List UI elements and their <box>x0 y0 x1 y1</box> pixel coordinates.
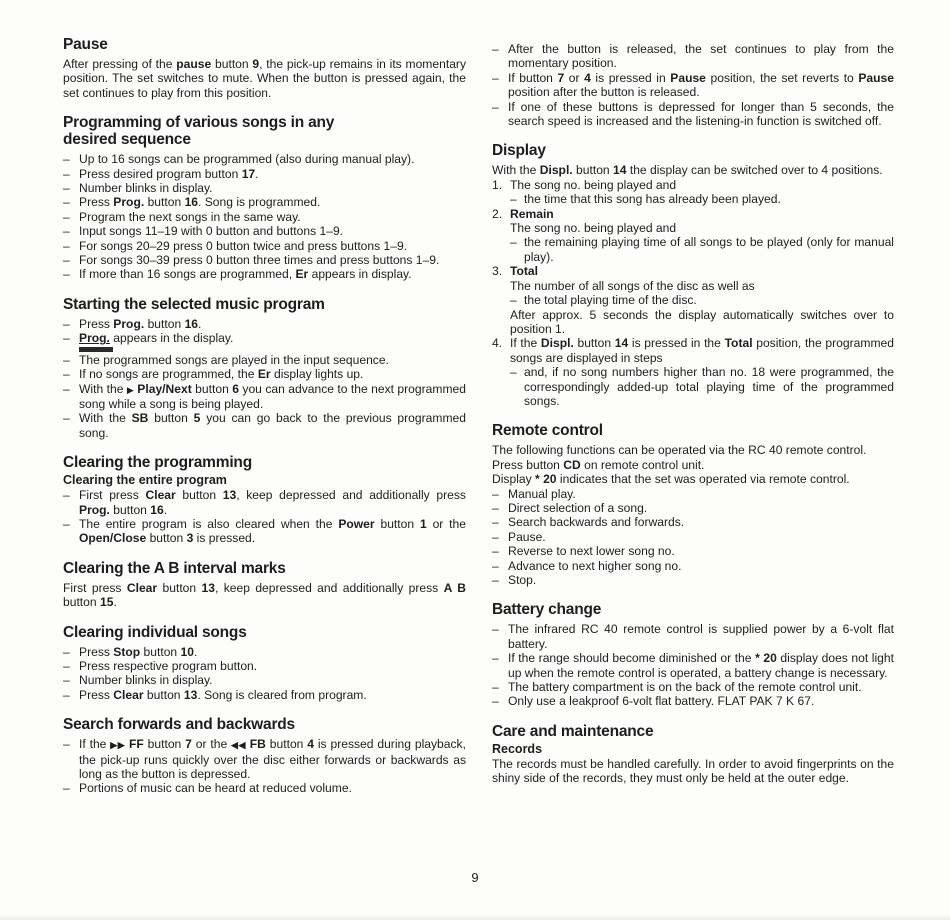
search-list <box>63 737 466 796</box>
list-item: – If the range should become diminished or the * 20 display does not light up when the remote control is operated, a battery change is necessary. <box>492 651 894 680</box>
list-item: – The battery compartment is on the back of the remote control unit. <box>492 680 894 694</box>
heading-programming: Programming of various songs in any desired sequence <box>63 114 335 149</box>
play-icon: ▶ <box>126 384 134 395</box>
section-programming <box>63 114 466 282</box>
section-starting <box>63 296 466 440</box>
remote-p2: Press button CD on remote control unit. <box>492 457 705 472</box>
pause-text: After pressing of the pause button 9, the pick-up remains in its momentary position. The set switches to mute. When the button is pressed again, the set continues to play from this position. <box>63 57 466 100</box>
list-item: 3. Total The number of all songs of the disc as well as – the total playing time of the disc. After approx. 5 seconds the display automatically switches over to position 1. <box>492 264 894 336</box>
programming-list <box>63 152 466 282</box>
section-remote <box>492 422 894 587</box>
list-item: – Press Prog. button 16. <box>63 317 466 331</box>
heading-clearing: Clearing the programming <box>63 454 252 472</box>
list-item: – Advance to next higher song no. <box>492 559 894 573</box>
list-item: 1. The song no. being played and – the time that this song has already been played. <box>492 178 894 207</box>
starting-list <box>63 317 466 440</box>
list-item: – Press Prog. button 16. Song is programmed. <box>63 195 466 209</box>
display-list <box>492 178 894 409</box>
list-item: – Up to 16 songs can be programmed (also during manual play). <box>63 152 466 166</box>
remote-p3: Display * 20 indicates that the set was operated via remote control. <box>492 472 850 487</box>
list-item: – Direct selection of a song. <box>492 501 894 515</box>
list-item: – With the SB button 5 you can go back to the previous programmed song. <box>63 411 466 440</box>
heading-search: Search forwards and backwards <box>63 716 295 734</box>
list-item: – First press Clear button 13, keep depressed and additionally press Prog. button 16. <box>63 488 466 517</box>
display-intro: With the Displ. button 14 the display can be switched over to 4 positions. <box>492 163 883 178</box>
section-search <box>63 716 466 796</box>
remote-list <box>492 487 894 588</box>
left-column <box>63 36 466 810</box>
list-item: – If button 7 or 4 is pressed in Pause position, the set reverts to Pause position after the button is released. <box>492 71 894 100</box>
section-clearing <box>63 454 466 546</box>
list-item: – Manual play. <box>492 487 894 501</box>
list-item: – Number blinks in display. <box>63 673 466 687</box>
heading-battery: Battery change <box>492 601 602 619</box>
list-item: – For songs 20–29 press 0 button twice and press buttons 1–9. <box>63 239 466 253</box>
section-pause <box>63 36 466 100</box>
list-item: – With the ▶ Play/Next button 6 you can advance to the next programmed song while a song is being played. <box>63 382 466 412</box>
list-item: – Press respective program button. <box>63 659 466 673</box>
list-item: – Only use a leakproof 6-volt flat battery. FLAT PAK 7 K 67. <box>492 694 894 708</box>
list-item: – Pause. <box>492 530 894 544</box>
list-item: 2. Remain The song no. being played and – the remaining playing time of all songs to be played (only for manual play). <box>492 207 894 265</box>
page-number: 9 <box>471 870 479 885</box>
list-item: – Number blinks in display. <box>63 181 466 195</box>
heading-pause: Pause <box>63 36 108 53</box>
list-item: – Prog. appears in the display. <box>63 331 466 351</box>
heading-ab-marks: Clearing the A B interval marks <box>63 559 286 577</box>
list-item: – The infrared RC 40 remote control is supplied power by a 6-volt flat battery. <box>492 622 894 651</box>
sub-item: – the time that this song has already been played. <box>510 192 894 206</box>
list-item: – After the button is released, the set continues to play from the momentary position. <box>492 42 894 71</box>
list-item: – Search backwards and forwards. <box>492 515 894 529</box>
list-item: – Press Stop button 10. <box>63 645 466 659</box>
heading-remote: Remote control <box>492 422 603 440</box>
battery-list <box>492 622 894 708</box>
remote-p1: The following functions can be operated via the RC 40 remote control. <box>492 443 867 458</box>
sub-item: – and, if no song numbers higher than no. 18 were programmed, the correspondingly added-up total playing time of the programmed songs. <box>510 365 894 408</box>
section-search-continued <box>492 42 894 128</box>
prog-indicator-bar <box>79 347 113 352</box>
list-item: – If one of these buttons is depressed for longer than 5 seconds, the search speed is increased and the listening-in function is switched off. <box>492 100 894 129</box>
search-list-continued <box>492 42 894 128</box>
section-care <box>492 723 894 786</box>
heading-display: Display <box>492 142 546 160</box>
fast-backward-icon: ◀◀ <box>231 740 246 751</box>
page-edge <box>0 914 950 920</box>
fast-forward-icon: ▶▶ <box>110 740 126 751</box>
care-text: The records must be handled carefully. In order to avoid fingerprints on the shiny side of the records, they must only be held at the outer edge. <box>492 756 894 786</box>
list-item: – Press Clear button 13. Song is cleared from program. <box>63 688 466 702</box>
section-ab-marks <box>63 560 466 610</box>
list-item: – Stop. <box>492 573 894 587</box>
subheading-records: Records <box>492 741 543 756</box>
list-item: – If no songs are programmed, the Er display lights up. <box>63 367 466 381</box>
list-item: – For songs 30–39 press 0 button three times and press buttons 1–9. <box>63 253 466 267</box>
list-item: – Program the next songs in the same way. <box>63 210 466 224</box>
clearing-list <box>63 488 466 546</box>
right-column <box>492 42 894 800</box>
ab-text: First press Clear button 13, keep depressed and additionally press A B button 15. <box>63 580 466 610</box>
list-item: – Input songs 11–19 with 0 button and buttons 1–9. <box>63 224 466 238</box>
list-item: – If more than 16 songs are programmed, Er appears in display. <box>63 267 466 281</box>
list-item: 4. If the Displ. button 14 is pressed in the Total position, the programmed songs are displayed in steps – and, if no song numbers higher than no. 18 were programmed, the correspondingly added-up total playing time of the programmed songs. <box>492 336 894 408</box>
list-item: – Portions of music can be heard at reduced volume. <box>63 781 466 795</box>
list-item: – Reverse to next lower song no. <box>492 544 894 558</box>
list-item: – Press desired program button 17. <box>63 167 466 181</box>
list-item: – The programmed songs are played in the input sequence. <box>63 353 466 367</box>
list-item: – If the ▶▶ FF button 7 or the ◀◀ FB button 4 is pressed during playback, the pick-up runs quickly over the disc either forwards or backwards as long as the button is depressed. <box>63 737 466 781</box>
list-item: – The entire program is also cleared when the Power button 1 or the Open/Close button 3 is pressed. <box>63 517 466 546</box>
subheading-entire-program: Clearing the entire program <box>63 473 227 488</box>
individual-list <box>63 645 466 703</box>
sub-item: – the total playing time of the disc. <box>510 293 894 307</box>
heading-individual: Clearing individual songs <box>63 623 247 641</box>
heading-care: Care and maintenance <box>492 722 654 740</box>
sub-item: – the remaining playing time of all songs to be played (only for manual play). <box>510 235 894 264</box>
section-display <box>492 142 894 408</box>
heading-starting: Starting the selected music program <box>63 295 325 313</box>
section-individual <box>63 624 466 703</box>
section-battery <box>492 601 894 708</box>
